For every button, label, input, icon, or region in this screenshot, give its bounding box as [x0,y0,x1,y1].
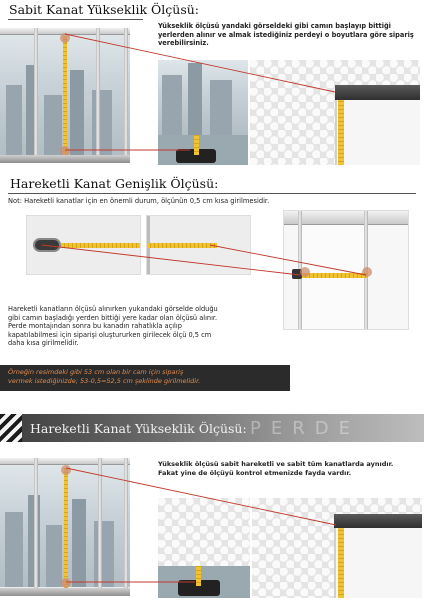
measurement-guide-lines [0,410,424,600]
section-description: Hareketli kanatların ölçüsü alınırken yukandaki görselde olduğu gibi camın başladığı yerden bittiği yere kadar olan ölçüsü alınır. Perde montajından sonra bu kanadın rahatlıkla açılıp kapatılabilmesi için siparişi oluştururken girilecek ölçü 0,5 cm daha kısa girilmelidir. [8,305,218,348]
guide-line-top [66,468,336,525]
guide-line-top [65,34,335,92]
section-title: Sabit Kanat Yükseklik Ölçüsü: [9,2,199,17]
section-description: Yükseklik ölçüsü sabit hareketli ve sabit tüm kanatlarda aynıdır. Fakat yine de ölçüyü kontrol etmenizde fayda vardır. [158,460,394,477]
example-note: Örneğin resimdeki gibi 53 cm olan bir cam için sipariş vermek istediğinizde; 53-0,5=52,5 cm şeklinde girilmelidir. [8,368,201,385]
section-description: Yükseklik ölçüsü yandaki görseldeki gibi camın başlayıp bittiği yerlerden alınır ve almak istediğiniz perdeyi o boyutlara göre sipariş verebilirsiniz. [158,22,414,48]
section-note: Not: Hareketli kanatlar için en önemli durum, ölçünün 0,5 cm kısa girilmesidir. [8,197,270,205]
section-fixed-sash-height [0,0,424,170]
guide-line-left [42,245,300,275]
brand-watermark: PERDE [250,418,360,439]
measurement-guide-lines [0,0,424,170]
section-title: Hareketli Kanat Genişlik Ölçüsü: [10,176,219,191]
section-moving-sash-width [0,170,424,410]
section-title: Hareketli Kanat Yükseklik Ölçüsü: [30,421,247,436]
section-moving-sash-height [0,410,424,600]
guide-line-right [210,245,366,275]
